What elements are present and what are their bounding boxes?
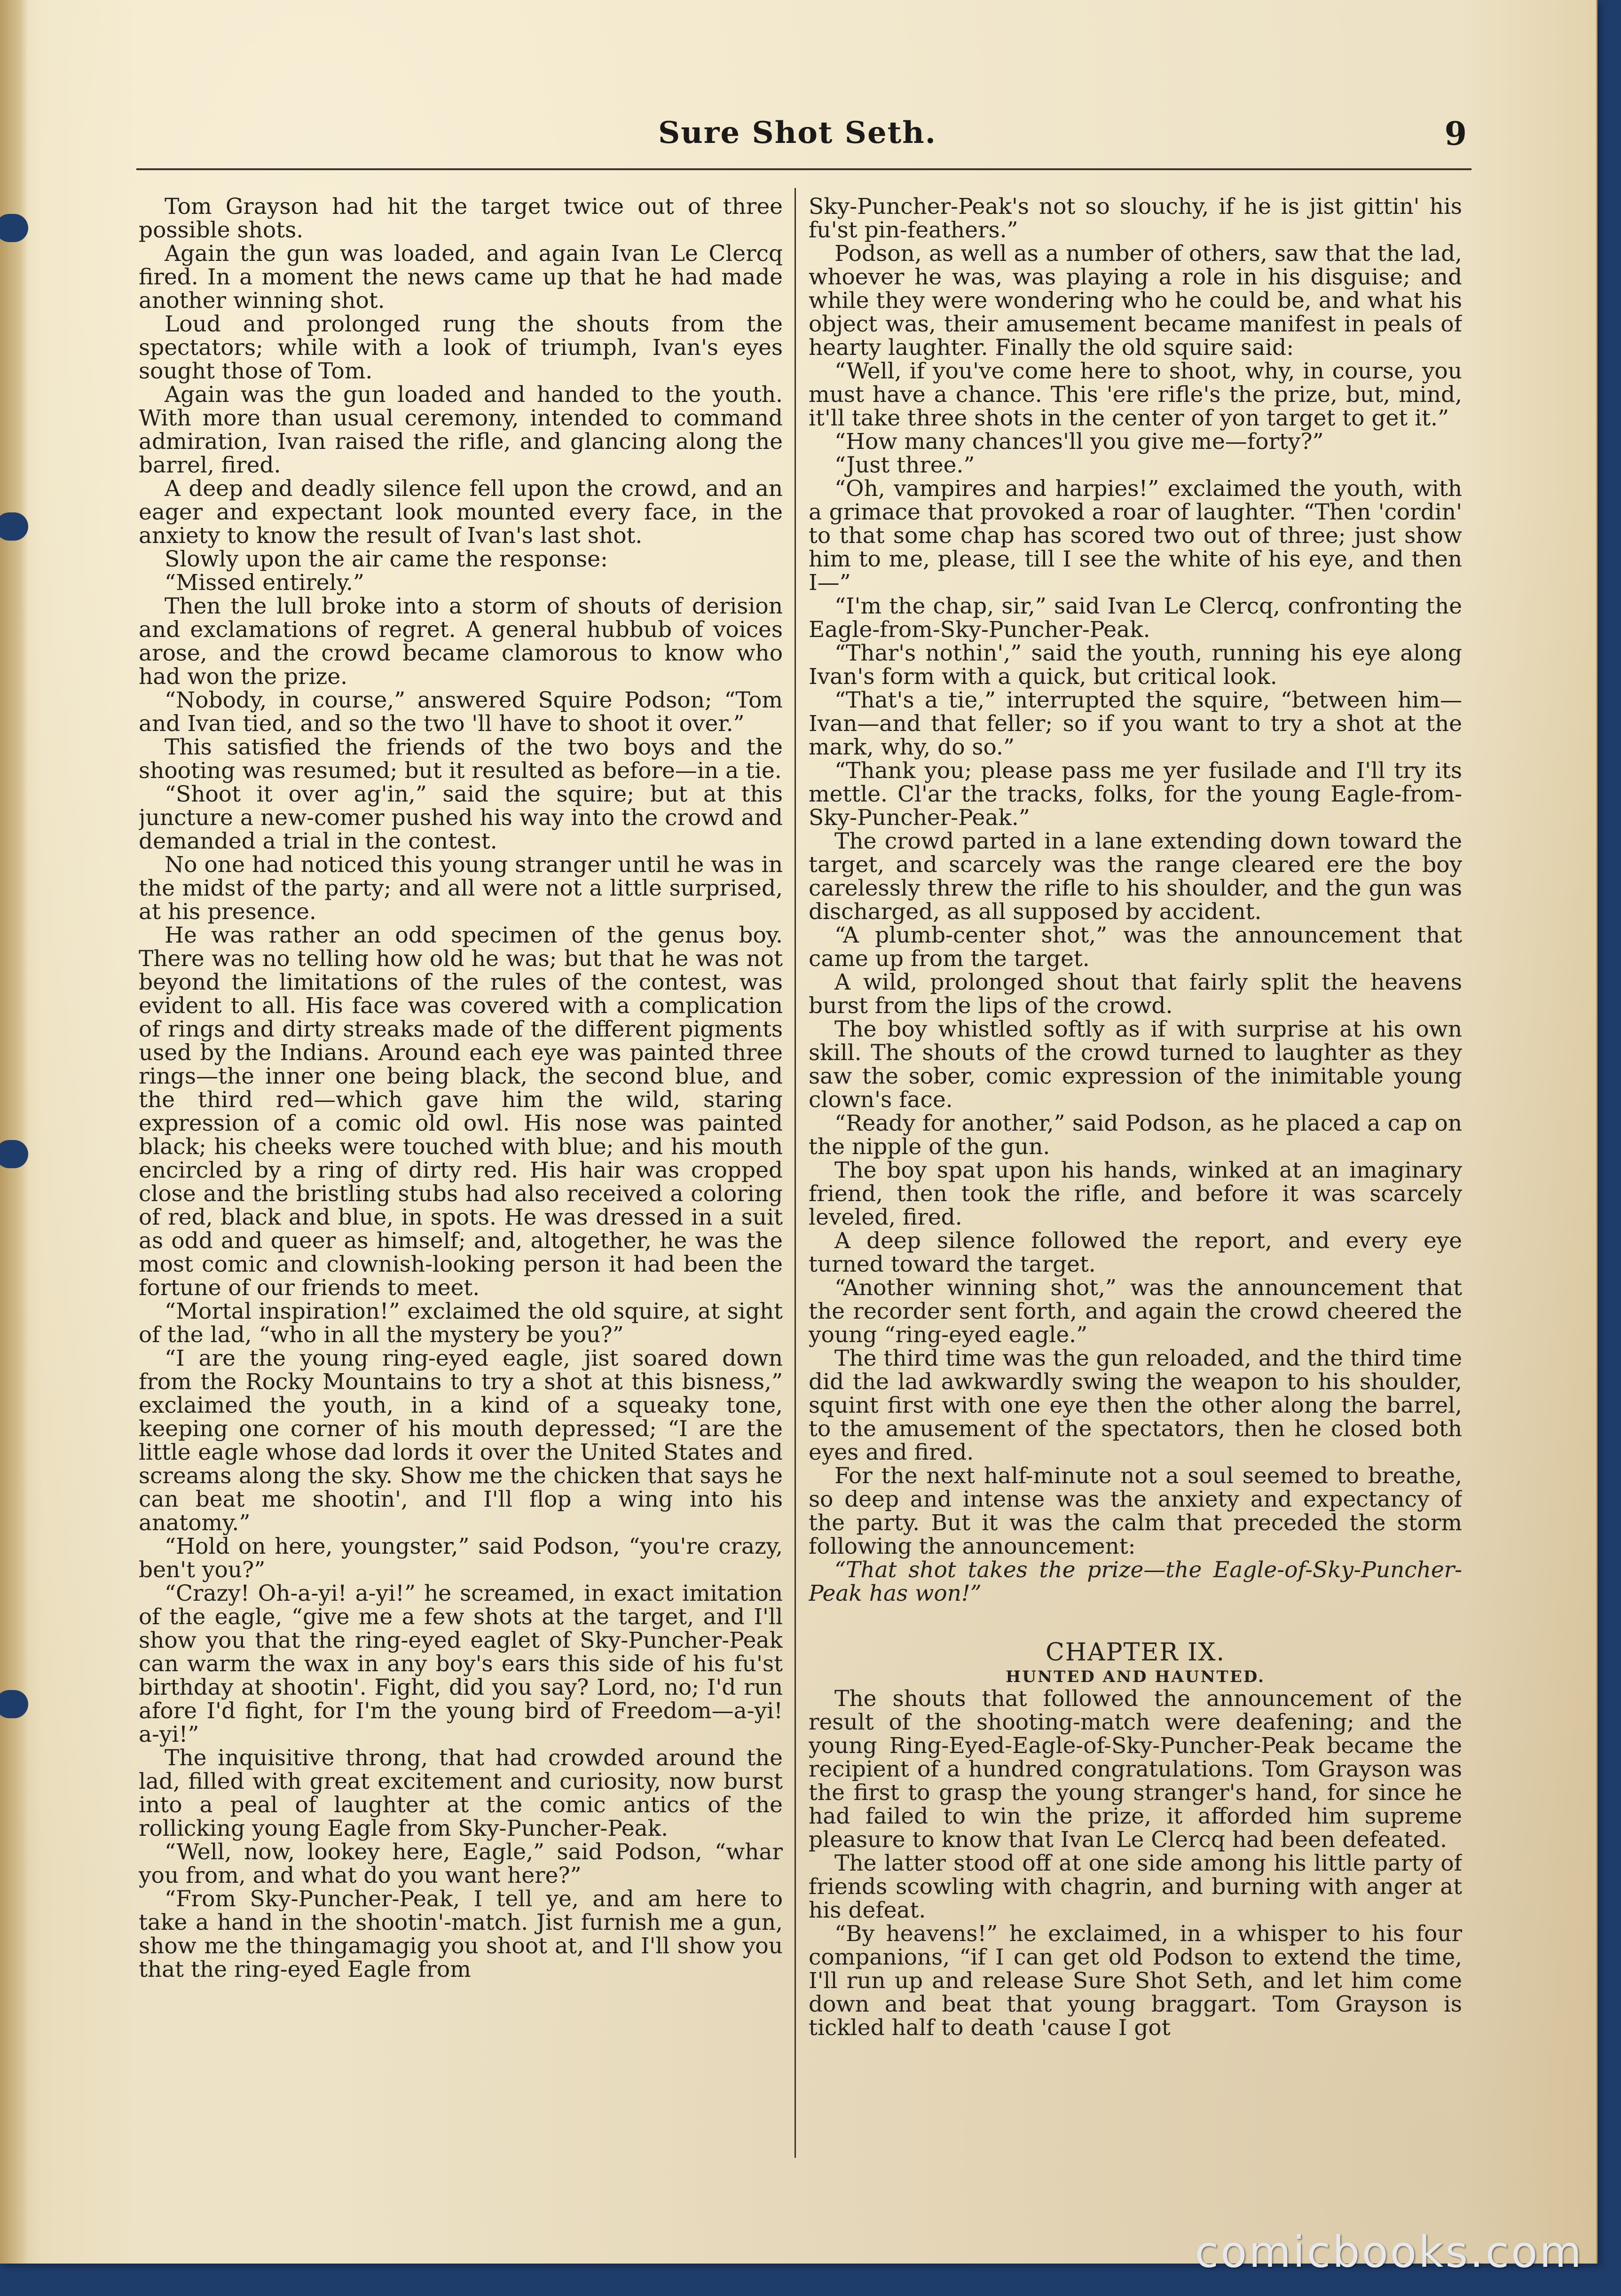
page-header bbox=[150, 115, 1467, 157]
paragraph: The boy whistled softly as if with surprise at his own skill. The shouts of the crowd turned to laughter as they saw the sober, comic expression of the inimitable young clown's face. bbox=[809, 1016, 1462, 1113]
chapter-subtitle: HUNTED AND HAUNTED. bbox=[1006, 1667, 1265, 1686]
paragraph: “From Sky-Puncher-Peak, I tell ye, and am here to take a hand in the shootin'-match. Jist furnish me a gun, show me the thingamagig you shoot at, and I'll show you that the ring-eyed Eagle from bbox=[139, 1886, 783, 1982]
paragraph: “Hold on here, youngster,” said Podson, “you're crazy, ben't you?” bbox=[139, 1533, 783, 1583]
paragraph: Then the lull broke into a storm of shouts of derision and exclamations of regret. A general hubbub of voices arose, and the crowd became clamorous to know who had won the prize. bbox=[139, 593, 783, 690]
paragraph: “How many chances'll you give me—forty?” bbox=[834, 429, 1324, 455]
chapter-title: CHAPTER IX. bbox=[1045, 1638, 1226, 1667]
paragraph: “Crazy! Oh-a-yi! a-yi!” he screamed, in exact imitation of the eagle, “give me a few shots at the target, and I'll show you that the ring-eyed eaglet of Sky-Puncher-Peak can warm the wax in any boy's ears this side of his fu'st birthday at shootin'. Fight, did you say? Lord, no; I'd run afore I'd fight, for I'm the young bird of Freedom—a-yi! a-yi!” bbox=[139, 1580, 783, 1747]
paragraph: He was rather an odd specimen of the genus boy. There was no telling how old he was; but that he was not beyond the limitations of the rules of the contest, was evident to all. His face was covered with a complication of rings and dirty streaks made of the different pigments used by the Indians. Around each eye was painted three rings—the inner one being black, the second blue, and the third red—which gave him the wild, staring expression of a comic old owl. His nose was painted black; his cheeks were touched with blue; and his mouth encircled by a ring of dirty red. His hair was cropped close and the bristling stubs had also received a coloring of red, black and blue, in spots. He was dressed in a suit as odd and queer as himself; and, altogether, he was the most comic and clownish-looking person it had been the fortune of our friends to meet. bbox=[139, 922, 783, 1301]
binding-hole bbox=[0, 1690, 28, 1718]
paragraph: “Oh, vampires and harpies!” exclaimed the youth, with a grimace that provoked a roar of laughter. “Then 'cordin' to that some chap has scored two out of three; just show him to me, please, till I see the white of his eye, and then I—” bbox=[809, 476, 1462, 596]
binding-edge bbox=[0, 0, 28, 2264]
paragraph: For the next half-minute not a soul seemed to breathe, so deep and intense was the anxiety and expectancy of the party. But it was the calm that preceded the storm following the announcement: bbox=[809, 1463, 1462, 1559]
paragraph: The third time was the gun reloaded, and the third time did the lad awkwardly swing the weapon to his shoulder, squint first with one eye then the other along the barrel, to the amusement of the spectators, then he closed both eyes and fired. bbox=[809, 1345, 1462, 1465]
paragraph: “I'm the chap, sir,” said Ivan Le Clercq, confronting the Eagle-from-Sky-Puncher-Peak. bbox=[809, 593, 1462, 643]
paragraph: “Shoot it over ag'in,” said the squire; but at this juncture a new-comer pushed his way into the crowd and demanded a trial in the contest. bbox=[139, 781, 783, 854]
right-column bbox=[809, 195, 1462, 2170]
paragraph: “Thar's nothin',” said the youth, running his eye along Ivan's form with a quick, but critical look. bbox=[809, 640, 1462, 690]
paragraph: Again the gun was loaded, and again Ivan Le Clercq fired. In a moment the news came up that he had made another winning shot. bbox=[139, 241, 783, 314]
binding-hole bbox=[0, 512, 28, 541]
paragraph: Slowly upon the air came the response: bbox=[165, 546, 608, 572]
paragraph: “Another winning shot,” was the announcement that the recorder sent forth, and again the crowd cheered the young “ring-eyed eagle.” bbox=[809, 1275, 1462, 1348]
paragraph: The crowd parted in a lane extending down toward the target, and scarcely was the range cleared ere the boy carelessly threw the rifle to his shoulder, and the gun was discharged, as all supposed by accident. bbox=[809, 828, 1462, 925]
paragraph: Loud and prolonged rung the shouts from the spectators; while with a look of triumph, Ivan's eyes sought those of Tom. bbox=[139, 311, 783, 384]
paragraph: The boy spat upon his hands, winked at an imaginary friend, then took the rifle, and before it was scarcely leveled, fired. bbox=[809, 1157, 1462, 1230]
paragraph: A deep silence followed the report, and every eye turned toward the target. bbox=[809, 1228, 1462, 1277]
page-number: 9 bbox=[1444, 115, 1467, 153]
paragraph: “Thank you; please pass me yer fusilade and I'll try its mettle. Cl'ar the tracks, folks, for the young Eagle-from-Sky-Puncher-Peak.” bbox=[809, 758, 1462, 831]
column-separator bbox=[795, 188, 796, 2158]
paragraph: “Well, now, lookey here, Eagle,” said Podson, “whar you from, and what do you want here?” bbox=[139, 1839, 783, 1888]
paragraph: A deep and deadly silence fell upon the crowd, and an eager and expectant look mounted every face, in the anxiety to know the result of Ivan's last shot. bbox=[139, 476, 783, 549]
paragraph: Again was the gun loaded and handed to the youth. With more than usual ceremony, intended to command admiration, Ivan raised the rifle, and glancing along the barrel, fired. bbox=[139, 382, 783, 478]
paragraph: The latter stood off at one side among his little party of friends scowling with chagrin, and burning with anger at his defeat. bbox=[809, 1850, 1462, 1923]
running-title: Sure Shot Seth. bbox=[658, 115, 937, 150]
paragraph: “That's a tie,” interrupted the squire, “between him—Ivan—and that feller; so if you want to try a shot at the mark, why, do so.” bbox=[809, 687, 1462, 760]
prize-announcement: “That shot takes the prize—the Eagle-of-Sky-Puncher-Peak has won!” bbox=[809, 1557, 1462, 1606]
watermark: comicbooks.com bbox=[1195, 2227, 1583, 2277]
paragraph: “Just three.” bbox=[834, 452, 975, 478]
paragraph: “Ready for another,” said Podson, as he placed a cap on the nipple of the gun. bbox=[809, 1110, 1462, 1160]
left-column bbox=[139, 195, 783, 2170]
paragraph: “By heavens!” he exclaimed, in a whisper to his four companions, “if I can get old Podson to extend the time, I'll run up and release Sure Shot Seth, and let him come down and beat that young braggart. Tom Grayson is tickled half to death 'cause I got bbox=[809, 1921, 1462, 2041]
paragraph: “Missed entirely.” bbox=[165, 570, 364, 596]
paragraph: Tom Grayson had hit the target twice out of three possible shots. bbox=[139, 195, 783, 243]
paragraph: Podson, as well as a number of others, saw that the lad, whoever he was, was playing a role in his disguise; and while they were wondering who he could be, and what his object was, their amusement became manifest in peals of hearty laughter. Finally the old squire said: bbox=[809, 241, 1462, 361]
paragraph: “Nobody, in course,” answered Squire Podson; “Tom and Ivan tied, and so the two 'll have to shoot it over.” bbox=[139, 687, 783, 737]
paragraph: A wild, prolonged shout that fairly split the heavens burst from the lips of the crowd. bbox=[809, 969, 1462, 1019]
paragraph: “Mortal inspiration!” exclaimed the old squire, at sight of the lad, “who in all the mystery be you?” bbox=[139, 1298, 783, 1348]
paragraph: “Well, if you've come here to shoot, why, in course, you must have a chance. This 'ere rifle's the prize, but, mind, it'll take three shots in the center of yon target to get it.” bbox=[809, 358, 1462, 431]
paragraph: This satisfied the friends of the two boys and the shooting was resumed; but it resulted as before—in a tie. bbox=[139, 734, 783, 784]
binding-hole bbox=[0, 1140, 28, 1168]
binding-hole bbox=[0, 214, 28, 242]
paragraph: “A plumb-center shot,” was the announcement that came up from the target. bbox=[809, 922, 1462, 972]
header-rule bbox=[136, 168, 1471, 170]
paragraph: No one had noticed this young stranger until he was in the midst of the party; and all were not a little surprised, at his presence. bbox=[139, 852, 783, 925]
paragraph: The inquisitive throng, that had crowded around the lad, filled with great excitement and curiosity, now burst into a peal of laughter at the comic antics of the rollicking young Eagle from Sky-Puncher-Peak. bbox=[139, 1745, 783, 1841]
paragraph: The shouts that followed the announcement of the result of the shooting-match were deafening; and the young Ring-Eyed-Eagle-of-Sky-Puncher-Peak became the recipient of a hundred congratulations. Tom Grayson was the first to grasp the young stranger's hand, for since he had failed to win the prize, it afforded him supreme pleasure to know that Ivan Le Clercq had been defeated. bbox=[809, 1686, 1462, 1853]
continuation-paragraph: Sky-Puncher-Peak's not so slouchy, if he is jist gittin' his fu'st pin-feathers.” bbox=[809, 195, 1462, 243]
paragraph: “I are the young ring-eyed eagle, jist soared down from the Rocky Mountains to try a shot at this bisness,” exclaimed the youth, in a kind of a squeaky tone, keeping one corner of his mouth depressed; “I are the little eagle whose dad lords it over the United States and screams along the sky. Show me the chicken that says he can beat me shootin', and I'll flop a wing into his anatomy.” bbox=[139, 1345, 783, 1536]
